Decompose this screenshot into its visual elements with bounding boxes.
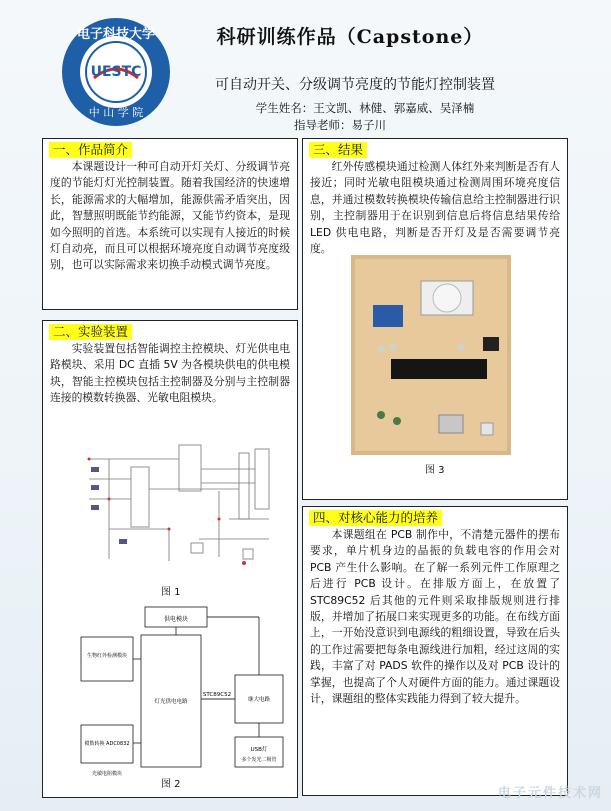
svg-text:中 山 学 院: 中 山 学 院 xyxy=(88,106,144,119)
skills-heading: 四、对核心能力的培养 xyxy=(309,510,442,526)
intro-panel xyxy=(42,138,298,310)
block-power: 供电模块 xyxy=(163,616,189,623)
setup-text: 实验装置包括智能调控主控模块、灯光供电电路模块、采用 DC 直插 5V 为各模块供电的供电模块，智能主控模块包括主控制器及分别与主控制器连接的模数转换器、光敏电阻模块。 xyxy=(50,342,290,405)
project-subtitle: 可自动开关、分级调节亮度的节能灯控制装置 xyxy=(215,77,495,93)
setup-panel xyxy=(42,320,298,798)
intro-text: 本课题设计一种可自动开灯关灯、分级调节亮度的节能灯灯光控制装置。随着我国经济的快速增长，能源需求的大幅增加，能源供需矛盾突出，因此，智慧照明既能节约能源，又能节约资本，是现如今照明的首选。本系统可以实现有人接近的时候灯自动亮，而且可以根据环境亮度自动调节亮度级别，也可以实际需求来切换手动模式调节亮度。 xyxy=(50,160,290,272)
block-usb-note: 多个发光二极管 xyxy=(241,757,277,763)
device-photo xyxy=(351,255,511,455)
skills-text: 本课题组在 PCB 制作中，不清楚元器件的摆布要求，单片机身边的晶振的负载电容的作用会对 PCB 产生什么影响。在了解一系列元件工作原理之后进行 PCB 设计。在排版方面上，在放置了 STC89C52 后其他的元件则采取排版规则进行排版，并增加了拓展口来实现更多的功能。在布线方面上，一开始没意识到电源线的粗细设置，导致在后头的工作过需要把每条电源线进行加粗，经过这周的实践，丰富了对 PADS 软件的操作以及对 PCB 设计的掌握，也提高了个人对硬件方面的能力。通过课题设计，课题组的整体实践能力得到了较大提升。 xyxy=(310,528,560,706)
watermark: 电子元件技术网 xyxy=(497,786,603,801)
figure-1-label: 图 1 xyxy=(161,587,181,598)
svg-text:UESTC: UESTC xyxy=(90,64,142,80)
setup-heading: 二、实验装置 xyxy=(49,324,132,340)
results-text: 红外传感模块通过检测人体红外来判断是否有人接近；同时光敏电阻模块通过检测周围环境亮度信息，并通过模数转换模块传输信息给主控制器进行识别，主控制器用于在识别到信息后将信息结果传给 LED 供电电路，判断是否开灯及是否需要调节亮度。 xyxy=(310,160,560,256)
results-panel xyxy=(302,138,568,500)
block-diagram xyxy=(71,601,301,777)
block-adc: 模数转换 ADC0832 xyxy=(84,741,130,747)
figure-3-label: 图 3 xyxy=(425,465,445,476)
block-ldr: 光敏电阻模块 xyxy=(91,771,123,777)
advisor-name: 指导老师：易子川 xyxy=(294,118,386,132)
block-lamp-driver: 灯光供电电路 xyxy=(154,699,188,705)
figure-2-label: 图 2 xyxy=(161,779,181,790)
student-names: 学生姓名：王文凯、林健、郭嘉威、吴泽楠 xyxy=(255,101,475,115)
svg-text:电子科技大学: 电子科技大学 xyxy=(76,27,156,42)
circuit-schematic xyxy=(79,439,279,574)
block-ir: 生物红外检测模块 xyxy=(86,653,128,659)
intro-heading: 一、作品简介 xyxy=(49,142,132,158)
page-title: 科研训练作品（Capstone） xyxy=(216,26,484,48)
skills-panel xyxy=(302,506,568,796)
block-driver: 继大电路 xyxy=(247,697,271,703)
block-mcu: STC89C52 xyxy=(202,692,232,698)
university-logo xyxy=(60,16,172,128)
block-usb: USB灯 xyxy=(250,747,268,753)
results-heading: 三、结果 xyxy=(309,142,367,158)
